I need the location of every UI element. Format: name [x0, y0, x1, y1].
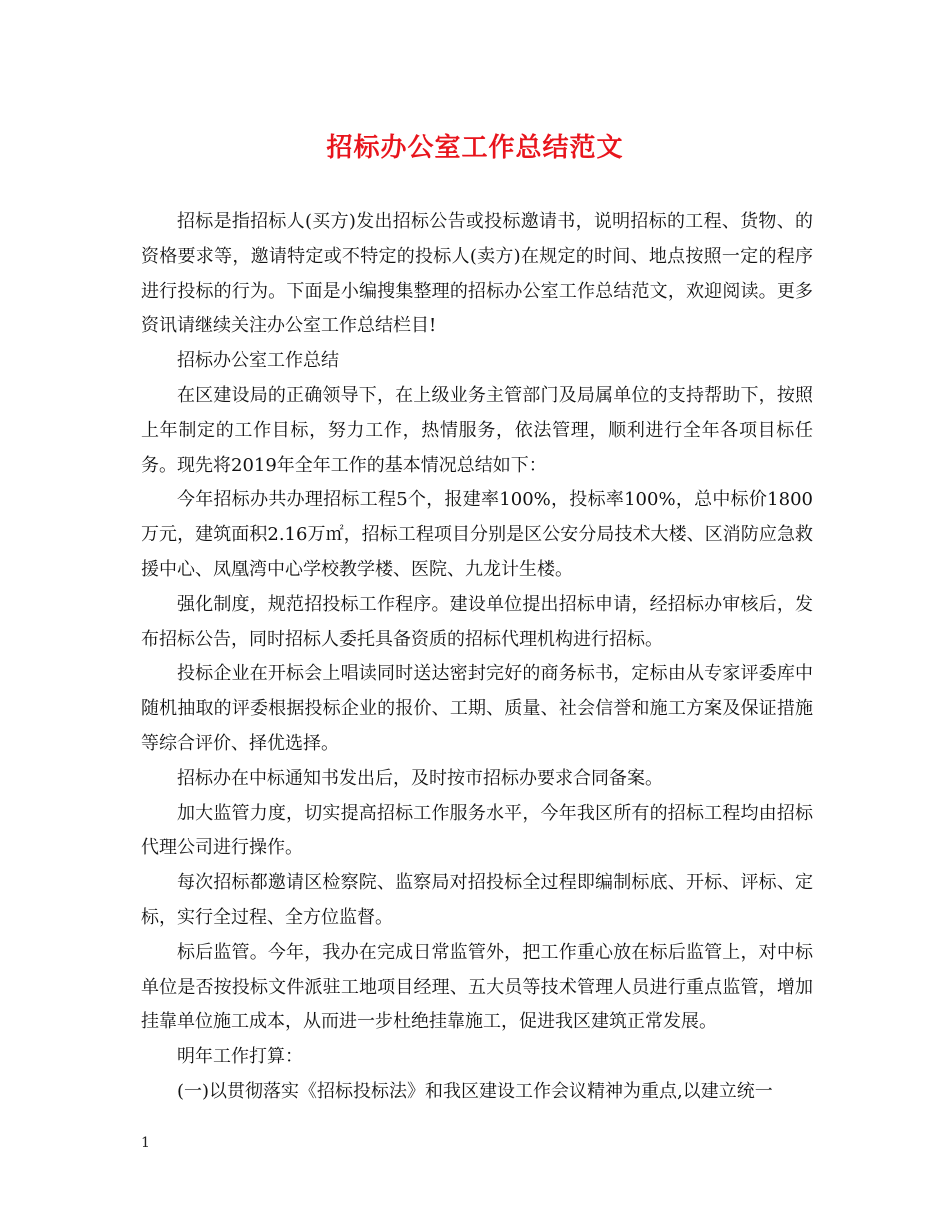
paragraph-supervision: 加大监管力度，切实提高招标工作服务水平，今年我区所有的招标工程均由招标代理公司进行操作。	[141, 802, 813, 859]
paragraph-next-year-heading: 明年工作打算：	[177, 1046, 303, 1068]
paragraph-statistics: 今年招标办共办理招标工程5个，报建率100%，投标率100%，总中标价1800万元，建筑面积2.16万㎡，招标工程项目分别是区公安分局技术大楼、区消防应急救援中心、凤凰湾中心学校教学楼、医院、九龙计生楼。	[141, 489, 813, 580]
paragraph-next-year-item-1: (一)以贯彻落实《招标投标法》和我区建设工作会议精神为重点,以建立统一	[177, 1080, 773, 1102]
paragraph-subtitle: 招标办公室工作总结	[177, 350, 339, 372]
paragraph-overview: 在区建设局的正确领导下，在上级业务主管部门及局属单位的支持帮助下，按照上年制定的工作目标，努力工作，热情服务，依法管理，顺利进行全年各项目标任务。现先将2019年全年工作的基本情况总结如下：	[141, 384, 813, 476]
paragraph-oversight: 每次招标都邀请区检察院、监察局对招投标全过程即编制标底、开标、评标、定标，实行全过程、全方位监督。	[141, 872, 813, 928]
paragraph-bidding-evaluation: 投标企业在开标会上唱读同时送达密封完好的商务标书，定标由从专家评委库中随机抽取的评委根据投标企业的报价、工期、质量、社会信誉和施工方案及保证措施等综合评价、择优选择。	[141, 663, 813, 754]
document-body	[141, 205, 813, 1110]
paragraph-contract-filing: 招标办在中标通知书发出后，及时按市招标办要求合同备案。	[177, 767, 663, 789]
page-number: 1	[141, 1135, 150, 1151]
paragraph-intro: 招标是指招标人(买方)发出招标公告或投标邀请书，说明招标的工程、货物、的资格要求等，邀请特定或不特定的投标人(卖方)在规定的时间、地点按照一定的程序进行投标的行为。下面是小编搜集整理的招标办公室工作总结范文，欢迎阅读。更多资讯请继续关注办公室工作总结栏目!	[141, 211, 813, 337]
paragraph-procedure: 强化制度，规范招投标工作程序。建设单位提出招标申请，经招标办审核后，发布招标公告，同时招标人委托具备资质的招标代理机构进行招标。	[141, 593, 813, 650]
paragraph-post-bid-monitoring: 标后监管。今年，我办在完成日常监管外，把工作重心放在标后监管上，对中标单位是否按投标文件派驻工地项目经理、五大员等技术管理人员进行重点监管，增加挂靠单位施工成本，从而进一步杜绝挂靠施工，促进我区建筑正常发展。	[141, 941, 813, 1033]
document-title: 招标办公室工作总结范文	[326, 133, 624, 163]
